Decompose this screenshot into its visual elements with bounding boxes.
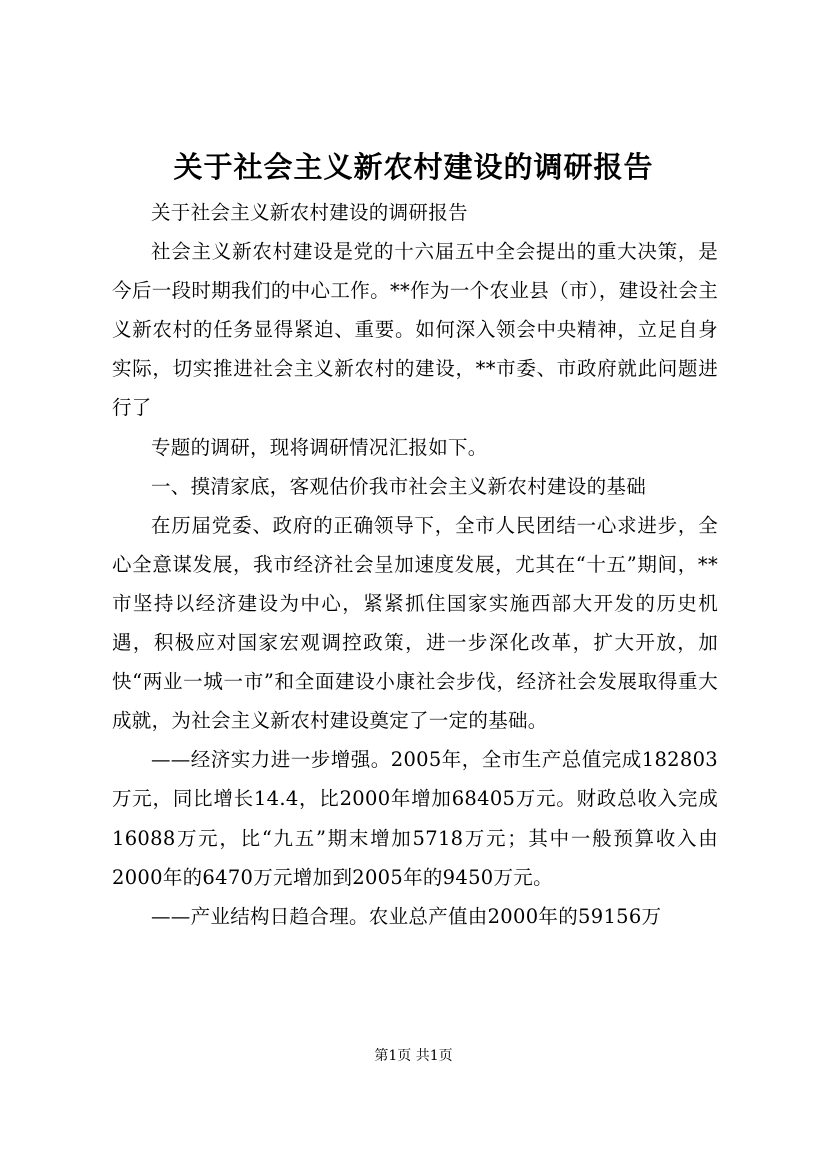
paragraph-background: 在历届党委、政府的正确领导下，全市人民团结一心求进步，全心全意谋发展，我市经济社会呈加速度发展，尤其在“十五”期间，**市坚持以经济建设为中心，紧紧抓住国家实施西部大开发的历史机遇，积极应对国家宏观调控政策，进一步深化改革，扩大开放，加快“两业一城一市”和全面建设小康社会步伐，经济社会发展取得重大成就，为社会主义新农村建设奠定了一定的基础。 [112,513,718,733]
document-title: 关于社会主义新农村建设的调研报告 [173,150,654,184]
paragraph-report-lead: 专题的调研，现将调研情况汇报如下。 [151,435,488,459]
document-body [112,193,718,936]
paragraph-subtitle: 关于社会主义新农村建设的调研报告 [151,201,468,224]
paragraph-economy: ——经济实力进一步增强。2005年，全市生产总值完成182803万元，同比增长14.4，比2000年增加68405万元。财政总收入完成16088万元，比“九五”期末增加5718万元；其中一般预算收入由2000年的6470万元增加到2005年的9450万元。 [112,748,718,889]
paragraph-intro: 社会主义新农村建设是党的十六届五中全会提出的重大决策，是今后一段时期我们的中心工作。**作为一个农业县（市），建设社会主义新农村的任务显得紧迫、重要。如何深入领会中央精神，立足自身实际，切实推进社会主义新农村的建设，**市委、市政府就此问题进行了 [112,240,718,420]
page-footer: 第1页 共1页 [374,1048,453,1064]
section-heading-1: 一、摸清家底，客观估价我市社会主义新农村建设的基础 [151,474,647,498]
paragraph-industry: ——产业结构日趋合理。农业总产值由2000年的59156万 [151,904,662,928]
